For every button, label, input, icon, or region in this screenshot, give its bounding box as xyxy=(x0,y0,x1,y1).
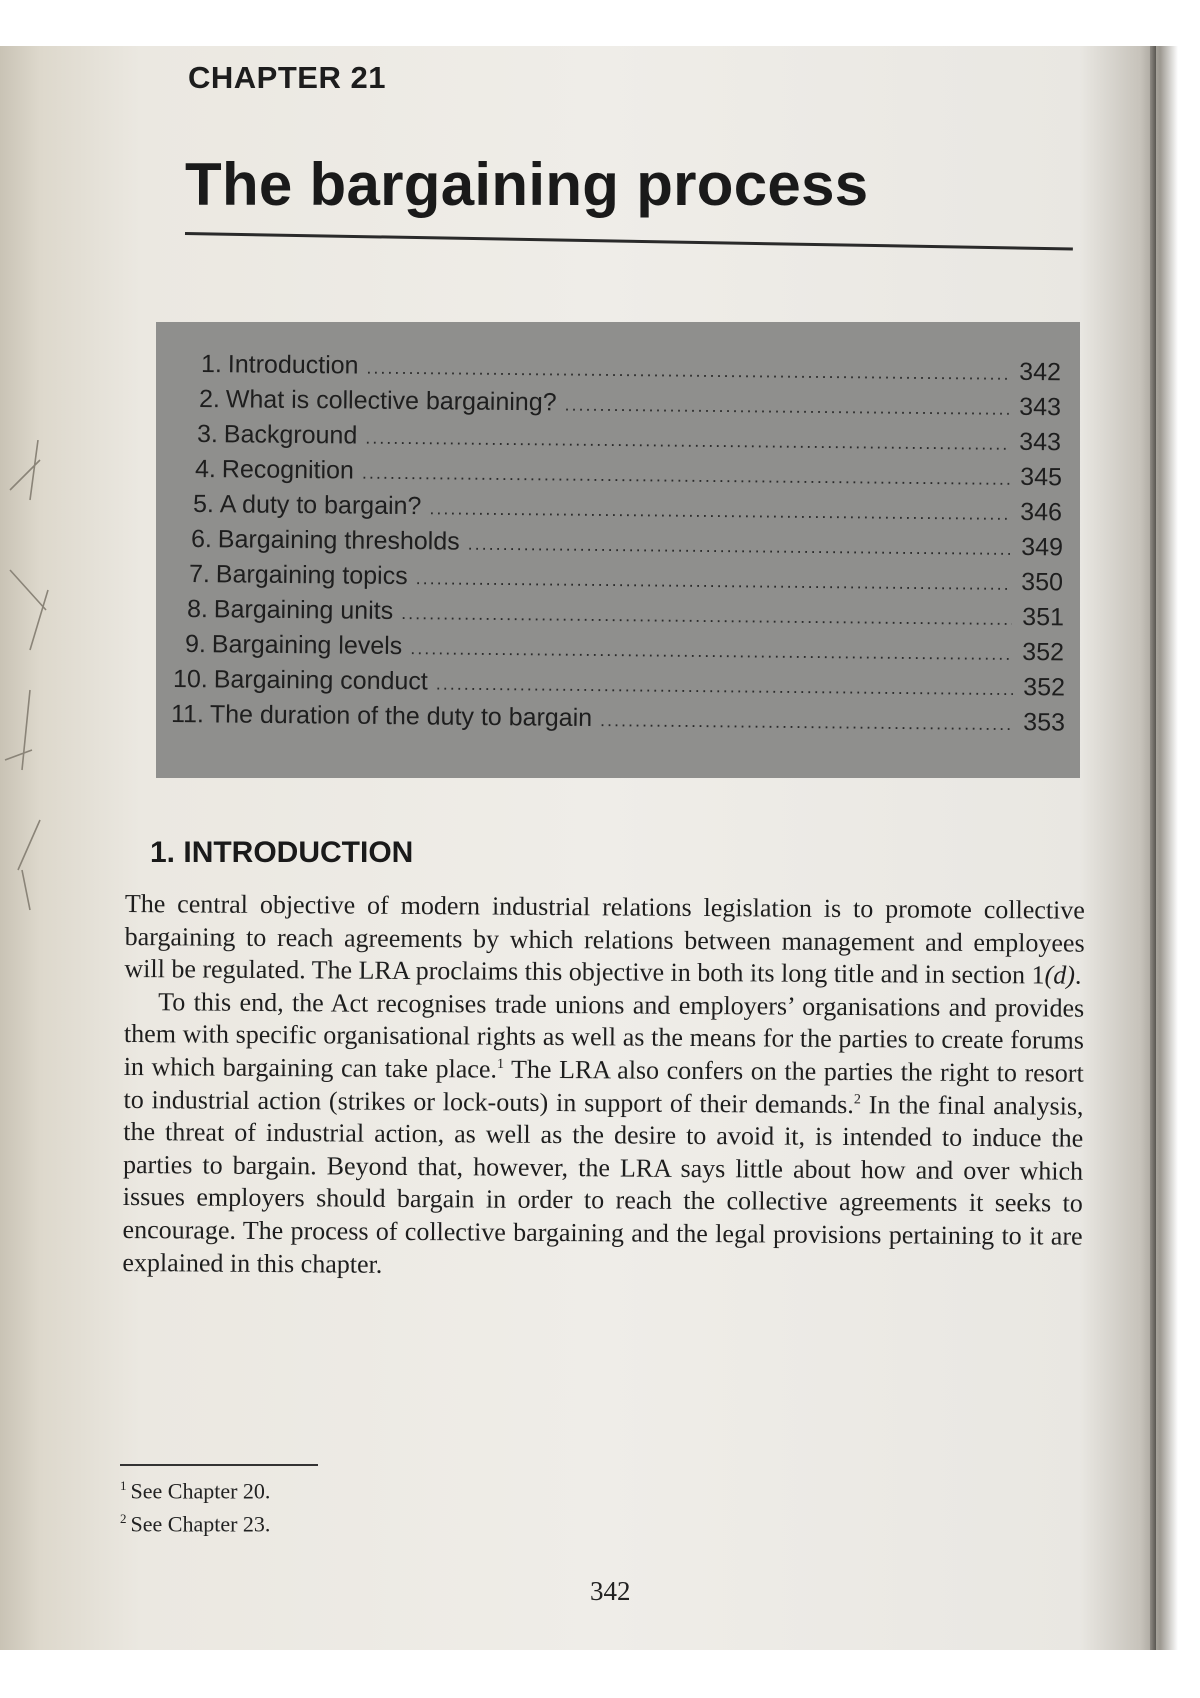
toc-leader-dots xyxy=(410,638,1012,665)
toc-entry xyxy=(197,420,1061,460)
toc-entry-number: 4. xyxy=(194,455,217,484)
toc-leader-dots xyxy=(362,463,1010,490)
toc-entry-number: 5. xyxy=(192,490,215,519)
toc-entry-page: 353 xyxy=(1023,708,1066,737)
toc-entry-number: 11. xyxy=(170,700,205,729)
toc-entry-label: Introduction xyxy=(227,350,359,380)
toc-entry-number: 6. xyxy=(190,525,213,554)
toc-entry-label: A duty to bargain? xyxy=(219,490,422,521)
toc-entry-page: 349 xyxy=(1021,532,1064,562)
toc-entry-page: 342 xyxy=(1019,357,1062,387)
toc-list xyxy=(156,322,1080,778)
toc-entry-number: 7. xyxy=(188,560,211,589)
footnote-mark: 1 xyxy=(120,1478,127,1493)
toc-entry-page: 352 xyxy=(1022,638,1065,667)
footnote-text: See Chapter 20. xyxy=(130,1478,271,1504)
paragraph-text: In the final analysis, the threat of industrial action, as well as the desire to avoid it, is intended to induce the parties to bargain. Beyond that, however, the LRA says little about how and over which issues employers should bargain in order to reach the collective agreements it seeks to encourage. The process of collective bargaining and the legal provisions pertaining to it are explained in this chapter. xyxy=(122,1089,1084,1279)
toc-entry xyxy=(185,630,1064,670)
toc-entry xyxy=(189,560,1063,600)
toc-leader-dots xyxy=(401,603,1012,630)
toc-entry-page: 350 xyxy=(1021,567,1064,597)
page-number: 342 xyxy=(590,1576,631,1606)
pencil-margin-marks xyxy=(0,440,60,940)
paragraph-text: The LRA also confers on the parties the right to resort to industrial action (strikes or lock-outs) in support of their demands. xyxy=(123,1054,1084,1119)
toc-entry-label: Bargaining levels xyxy=(211,630,403,661)
footnote-marker: 1 xyxy=(496,1056,505,1072)
toc-entry-label: Bargaining conduct xyxy=(213,665,428,696)
toc-entry-page: 351 xyxy=(1022,603,1065,632)
toc-leader-dots xyxy=(416,568,1012,595)
toc-entry-number: 8. xyxy=(186,595,209,624)
toc-entry xyxy=(195,455,1062,495)
toc-entry-number: 1. xyxy=(200,350,223,379)
section-reference: (d) xyxy=(1044,960,1076,990)
toc-entry-number: 9. xyxy=(184,630,207,659)
paragraph xyxy=(122,986,1084,1286)
toc-entry-label: Bargaining units xyxy=(213,595,394,625)
footnote-mark: 2 xyxy=(120,1511,127,1527)
section-body xyxy=(122,888,1085,1286)
toc-entry-number: 10. xyxy=(172,665,208,694)
footnote-text: See Chapter 23. xyxy=(130,1511,271,1537)
paragraph-text: The central objective of modern industrial relations legislation is to promote collective bargaining to reach agreements by which relations between management and employees will be regulated. The LRA proclaims this objective in both its long title and in section 1 xyxy=(124,889,1085,990)
toc-entry xyxy=(191,525,1063,565)
toc-leader-dots xyxy=(365,428,1009,455)
toc-leader-dots xyxy=(366,358,1009,385)
toc-entry xyxy=(193,490,1062,530)
footnote-rule xyxy=(120,1464,318,1466)
toc-leader-dots xyxy=(600,710,1013,735)
toc-entry-number: 2. xyxy=(198,385,221,414)
page-edge-shadow xyxy=(1150,46,1156,1650)
toc-leader-dots xyxy=(468,534,1011,560)
toc-leader-dots xyxy=(436,674,1013,701)
toc-entry-label: Background xyxy=(223,420,358,450)
toc-leader-dots xyxy=(429,498,1010,525)
paragraph-text: . xyxy=(1074,960,1082,990)
chapter-title: The bargaining process xyxy=(185,151,869,218)
toc-entry-number: 3. xyxy=(196,420,219,449)
toc-entry-page: 343 xyxy=(1019,392,1062,422)
paragraph-text: To this end, the Act recognises trade unions and employers’ organisations and provides them with specific organisational rights as well as the means for the parties to create forums in which bargaining can take place. xyxy=(123,987,1085,1084)
toc-entry-page: 343 xyxy=(1019,427,1062,457)
toc-leader-dots xyxy=(564,395,1009,420)
paragraph xyxy=(124,888,1085,992)
toc-entry-page: 346 xyxy=(1020,497,1063,527)
footnote-marker: 2 xyxy=(853,1092,861,1108)
toc-entry-label: Bargaining topics xyxy=(215,560,408,591)
toc-entry-label: Recognition xyxy=(221,455,355,485)
section-heading: 1. INTRODUCTION xyxy=(150,836,414,869)
toc-entry-page: 345 xyxy=(1020,462,1063,492)
toc-entry-label: What is collective bargaining? xyxy=(225,385,557,417)
toc-entry-label: The duration of the duty to bargain xyxy=(209,700,593,733)
footnotes xyxy=(120,1472,270,1539)
toc-entry xyxy=(187,595,1064,635)
toc-entry xyxy=(199,385,1061,425)
toc-entry-label: Bargaining thresholds xyxy=(217,525,460,556)
chapter-contents-box xyxy=(156,322,1080,778)
toc-entry xyxy=(173,665,1065,706)
footnote xyxy=(120,1505,270,1538)
toc-entry xyxy=(201,350,1061,390)
chapter-label: CHAPTER 21 xyxy=(188,60,386,95)
toc-entry xyxy=(171,700,1065,741)
footnote xyxy=(120,1472,270,1505)
toc-entry-page: 352 xyxy=(1023,673,1066,702)
